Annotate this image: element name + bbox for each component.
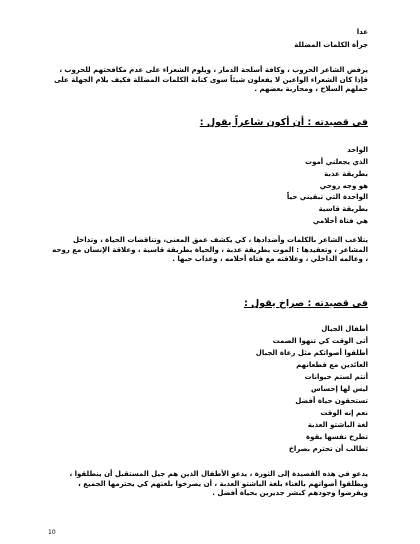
verse-line: بطريقة عذبة bbox=[324, 170, 368, 178]
section2-commentary: يدعو في هذه القصيدة إلى الثورة ، يدعو الأطفال الذين هم جيل المستقبل أن ينطلقوا ، ويطلقوا أصواتهم بالغناء بلغة الباشتو العذبة ، أن يصرخوا بلغتهم كي يحترمها الجميع ، ويفرضوا وجودهم كبشر جديرين بحياة أفضل . bbox=[69, 470, 368, 497]
verse-line: الواحدة التي تبقيني حياً bbox=[286, 193, 368, 201]
section1-commentary: يتلاعب الشاعر بالكلمات وأضدادها ، كي يكشف عمق المعنى، وتناقضات الحياة ، وتداخل المشاعر ، وتعقيدها : الموت بطريقة عذبة ، والحياة بطريقة قاسية ، وعلاقة الإنسان مع روحه ، وعالمه الداخلي ، وعلاقته مع فتاة أحلامه ، وعذاب حبها . bbox=[52, 236, 368, 263]
header-line-2: جرأة الكلمات المضللة bbox=[294, 41, 368, 49]
intro-paragraph: يرفض الشاعر الحروب ، وكافة أسلحة الدمار ، ويلوم الشعراء على عدم مكافحتهم للحروب ، فإذا كان الشعراء الواعين لا يفعلون شيئاً سوى كتابة الكلمات المضللة فكيف يلام الجهلة على حملهم السلاح ، ومحاربة بعضهم . bbox=[54, 66, 368, 93]
section1-heading: في قصيدته : أن أكون شاعراً يقول : bbox=[199, 117, 368, 128]
verse-line: ليس لها إحساس bbox=[311, 385, 368, 393]
verse-line: هي فتاة أحلامي bbox=[312, 217, 368, 225]
verse-line: الذي يجعلني أموت bbox=[305, 158, 368, 166]
section2-heading: في قصيدته : صراخ يقول : bbox=[243, 298, 368, 309]
verse-line: الواحد bbox=[347, 146, 368, 154]
verse-line: نعم إنه الوقت bbox=[320, 409, 368, 417]
verse-line: أنتم لستم حيوانات bbox=[304, 373, 368, 381]
verse-line: تطالب أن تحترم بصراخ bbox=[288, 445, 368, 453]
verse-line: تستحقون حياة أفضل bbox=[295, 397, 368, 405]
verse-line: أطفال الجبال bbox=[321, 325, 368, 333]
verse-line: لغة الباشتو العذبة bbox=[307, 421, 368, 429]
verse-line: بطريقة قاسية bbox=[318, 205, 368, 213]
verse-line: أطلقوا أصواتكم مثل رعاة الجبال bbox=[255, 349, 368, 357]
verse-line: هو وجه روحي bbox=[319, 182, 368, 190]
page-number: 10 bbox=[48, 529, 56, 536]
header-line-1: عدا bbox=[356, 28, 368, 36]
verse-line: العائدين مع قطعانهم bbox=[296, 361, 368, 369]
verse-line: أتى الوقت كي تنهوا الصمت bbox=[272, 337, 368, 345]
verse-line: تطرح نفسها بقوة bbox=[306, 433, 368, 441]
